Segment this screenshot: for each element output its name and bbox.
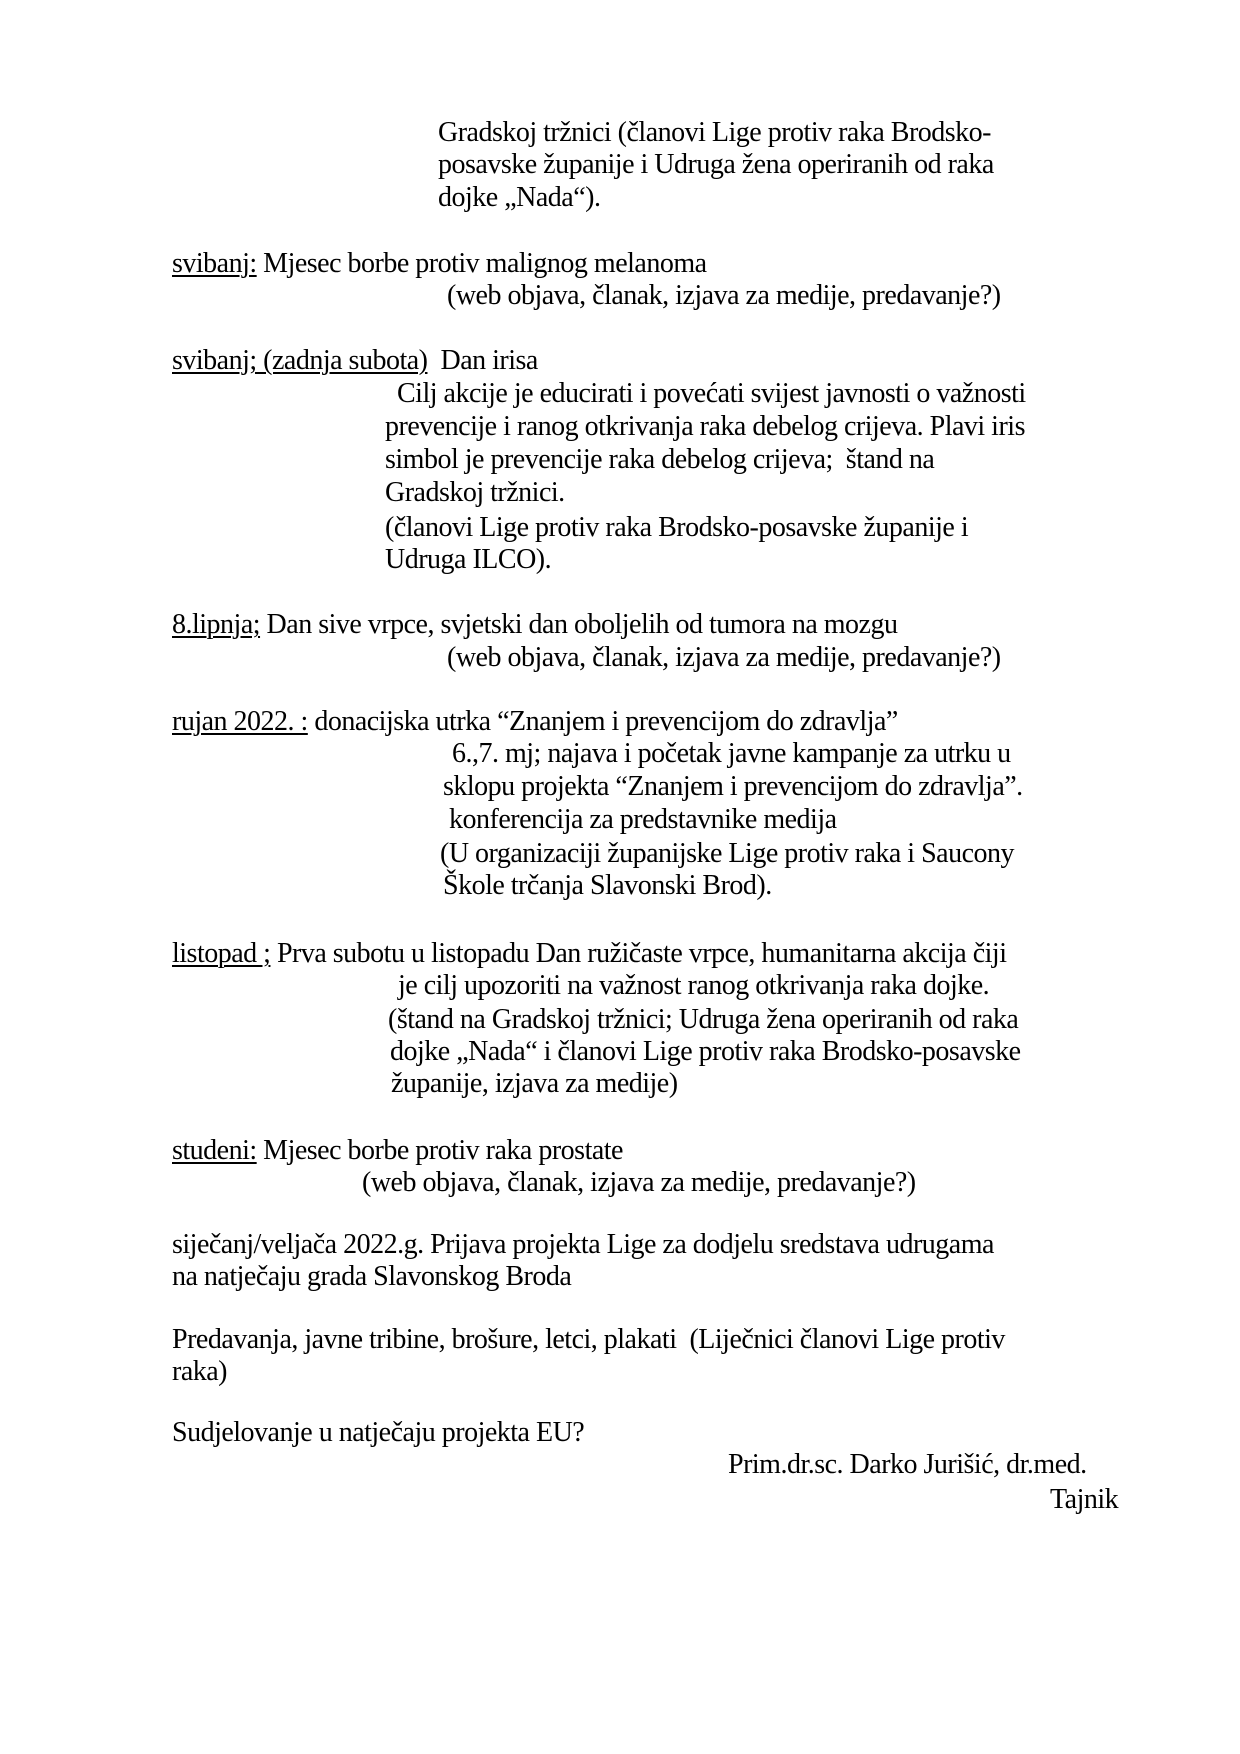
rujan-desc-1: 6.,7. mj; najava i početak javne kampanje za utrku u <box>452 738 1011 769</box>
para-predavanja-line-2: raka) <box>172 1356 228 1387</box>
signature-title: Tajnik <box>1050 1484 1119 1515</box>
heading-rujan-2022-underlined-label: rujan 2022. : <box>172 706 308 737</box>
rujan-desc-3: konferencija za predstavnike medija <box>449 804 837 835</box>
rujan-desc-2: sklopu projekta “Znanjem i prevencijom do zdravlja”. <box>443 771 1023 802</box>
svibanj-activities: (web objava, članak, izjava za medije, predavanje?) <box>447 280 1001 311</box>
signature-name: Prim.dr.sc. Darko Jurišić, dr.med. <box>728 1449 1087 1480</box>
dan-irisa-desc-6: Udruga ILCO). <box>385 544 552 575</box>
heading-studeni-underlined-label: studeni: <box>172 1135 257 1166</box>
para-sijecanj-veljaca-line-2: na natječaju grada Slavonskog Broda <box>172 1261 572 1292</box>
heading-rujan-2022: rujan 2022. : donacijska utrka “Znanjem i prevencijom do zdravlja” <box>172 706 898 737</box>
heading-svibanj: svibanj: Mjesec borbe protiv malignog melanoma <box>172 248 707 279</box>
lipanj-activities: (web objava, članak, izjava za medije, predavanje?) <box>447 642 1001 673</box>
para-predavanja-line-1: Predavanja, javne tribine, brošure, letci, plakati (Liječnici članovi Lige protiv <box>172 1324 1005 1355</box>
heading-studeni: studeni: Mjesec borbe protiv raka prostate <box>172 1135 623 1166</box>
heading-svibanj-zadnja-subota: svibanj; (zadnja subota) Dan irisa <box>172 345 538 376</box>
heading-8-lipnja-underlined-label: 8.lipnja; <box>172 609 261 640</box>
heading-8-lipnja: 8.lipnja; Dan sive vrpce, svjetski dan oboljelih od tumora na mozgu <box>172 609 898 640</box>
para-gradska-trznica-line-2: posavske županije i Udruga žena operiranih od raka <box>438 149 994 180</box>
studeni-activities: (web objava, članak, izjava za medije, predavanje?) <box>362 1167 916 1198</box>
listopad-desc-4: županije, izjava za medije) <box>391 1068 678 1099</box>
heading-svibanj-underlined-label: svibanj: <box>172 248 257 279</box>
para-sijecanj-veljaca-line-1: siječanj/veljača 2022.g. Prijava projekta Lige za dodjelu sredstava udrugama <box>172 1229 994 1260</box>
listopad-desc-3: dojke „Nada“ i članovi Lige protiv raka Brodsko-posavske <box>390 1036 1021 1067</box>
heading-listopad-underlined-label: listopad ; <box>172 938 271 969</box>
rujan-desc-5: Škole trčanja Slavonski Brod). <box>443 870 772 901</box>
dan-irisa-desc-3: simbol je prevencije raka debelog crijeva; štand na <box>385 444 935 475</box>
para-gradska-trznica-line-3: dojke „Nada“). <box>438 182 601 213</box>
para-gradska-trznica-line-1: Gradskoj tržnici (članovi Lige protiv raka Brodsko- <box>438 117 991 148</box>
dan-irisa-desc-1: Cilj akcije je educirati i povećati svijest javnosti o važnosti <box>397 378 1026 409</box>
para-sudjelovanje-eu: Sudjelovanje u natječaju projekta EU? <box>172 1417 585 1448</box>
heading-svibanj-zadnja-subota-underlined-label: svibanj; (zadnja subota) <box>172 345 428 376</box>
rujan-desc-4: (U organizaciji županijske Lige protiv raka i Saucony <box>440 838 1015 869</box>
dan-irisa-desc-4: Gradskoj tržnici. <box>385 477 565 508</box>
listopad-desc-2: (štand na Gradskoj tržnici; Udruga žena operiranih od raka <box>388 1004 1019 1035</box>
dan-irisa-desc-2: prevencije i ranog otkrivanja raka debelog crijeva. Plavi iris <box>385 411 1025 442</box>
dan-irisa-desc-5: (članovi Lige protiv raka Brodsko-posavske županije i <box>385 512 969 543</box>
heading-listopad: listopad ; Prva subotu u listopadu Dan ružičaste vrpce, humanitarna akcija čiji <box>172 938 1007 969</box>
listopad-desc-1: je cilj upozoriti na važnost ranog otkrivanja raka dojke. <box>398 970 990 1001</box>
